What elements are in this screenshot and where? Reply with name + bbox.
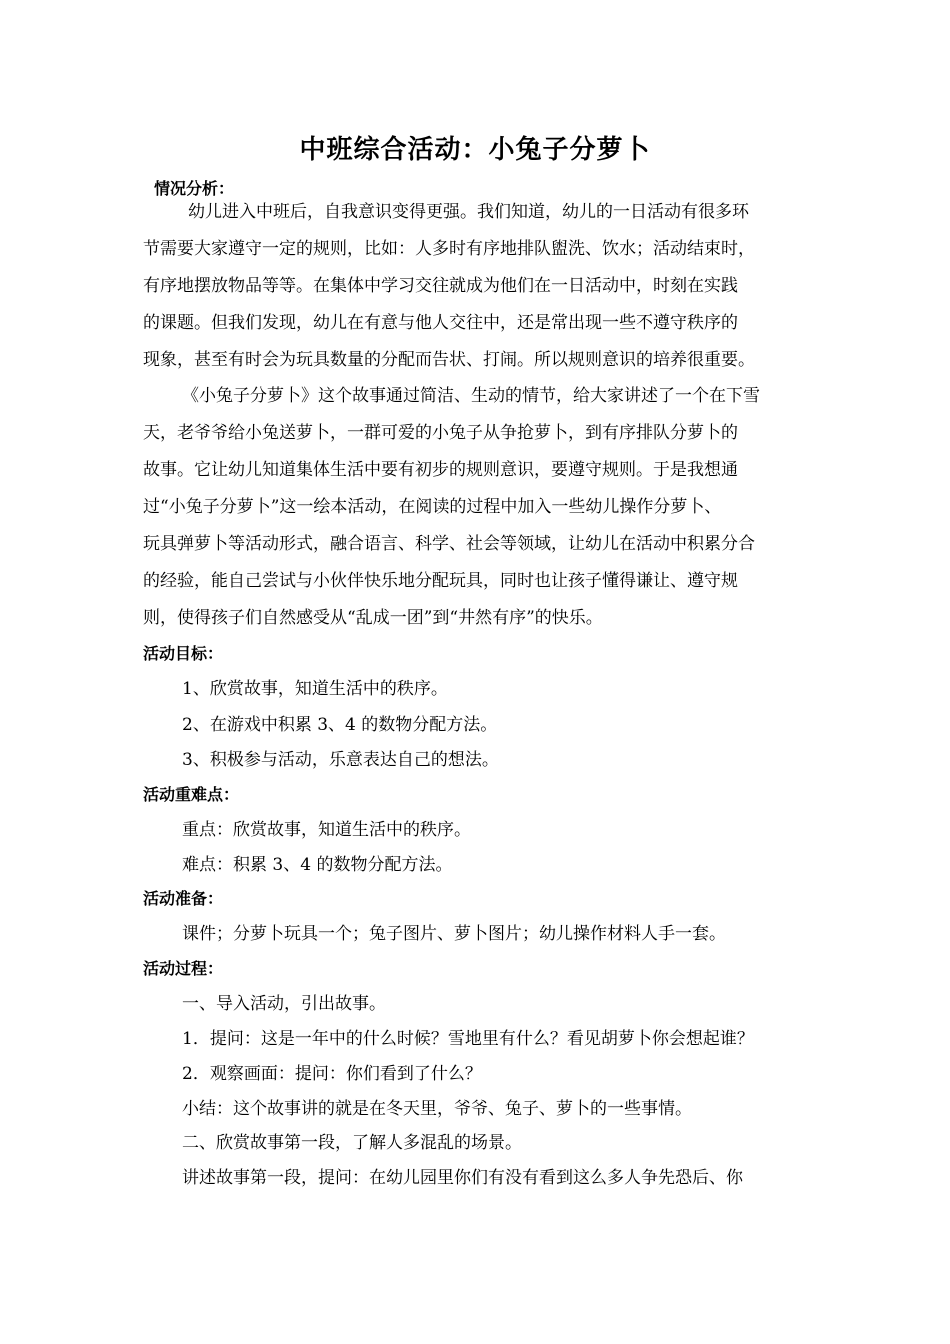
list-item: 难点：积累 3、4 的数物分配方法。	[182, 855, 453, 875]
paragraph-line: 天，老爷爷给小兔送萝卜，一群可爱的小兔子从争抢萝卜，到有序排队分萝卜的	[143, 423, 738, 443]
paragraph-line: 则，使得孩子们自然感受从“乱成一团”到“井然有序”的快乐。	[143, 608, 603, 628]
list-item: 1．提问：这是一年中的什么时候？雪地里有什么？看见胡萝卜你会想起谁？	[182, 1029, 754, 1049]
list-item: 一、导入活动，引出故事。	[182, 994, 386, 1014]
list-item: 二、欣赏故事第一段，了解人多混乱的场景。	[182, 1133, 522, 1153]
list-item: 小结：这个故事讲的就是在冬天里，爷爷、兔子、萝卜的一些事情。	[182, 1099, 692, 1119]
section-heading-goals: 活动目标：	[143, 644, 224, 663]
list-item: 2．观察画面：提问：你们看到了什么？	[182, 1064, 482, 1084]
paragraph-line: 的课题。但我们发现，幼儿在有意与他人交往中，还是常出现一些不遵守秩序的	[143, 313, 738, 333]
paragraph-line: 过“小兔子分萝卜”这一绘本活动，在阅读的过程中加入一些幼儿操作分萝卜、	[143, 497, 722, 517]
section-heading-preparation: 活动准备：	[143, 889, 224, 908]
paragraph-line: 《小兔子分萝卜》这个故事通过简洁、生动的情节，给大家讲述了一个在下雪	[182, 386, 760, 406]
paragraph-line: 节需要大家遵守一定的规则，比如：人多时有序地排队盥洗、饮水；活动结束时，	[143, 239, 755, 259]
paragraph-line: 的经验，能自己尝试与小伙伴快乐地分配玩具，同时也让孩子懂得谦让、遵守规	[143, 571, 738, 591]
list-item: 2、在游戏中积累 3、4 的数物分配方法。	[182, 715, 498, 735]
list-item: 课件；分萝卜玩具一个；兔子图片、萝卜图片；幼儿操作材料人手一套。	[182, 924, 726, 944]
paragraph-line: 现象，甚至有时会为玩具数量的分配而告状、打闹。所以规则意识的培养很重要。	[143, 350, 755, 370]
list-item: 1、欣赏故事，知道生活中的秩序。	[182, 679, 448, 699]
list-item: 3、积极参与活动，乐意表达自己的想法。	[182, 750, 499, 770]
paragraph-line: 故事。它让幼儿知道集体生活中要有初步的规则意识，要遵守规则。于是我想通	[143, 460, 738, 480]
list-item: 讲述故事第一段，提问：在幼儿园里你们有没有看到这么多人争先恐后、你	[182, 1168, 743, 1188]
paragraph-line: 玩具弹萝卜等活动形式，融合语言、科学、社会等领域，让幼儿在活动中积累分合	[143, 534, 755, 554]
page-title: 中班综合活动：小兔子分萝卜	[299, 135, 651, 165]
list-item: 重点：欣赏故事，知道生活中的秩序。	[182, 820, 471, 840]
paragraph-line: 幼儿进入中班后，自我意识变得更强。我们知道，幼儿的一日活动有很多环	[188, 202, 749, 222]
section-heading-keypoints: 活动重难点：	[143, 785, 240, 804]
paragraph-line: 有序地摆放物品等等。在集体中学习交往就成为他们在一日活动中，时刻在实践	[143, 276, 738, 296]
section-heading-analysis: 情况分析：	[154, 179, 235, 198]
section-heading-process: 活动过程：	[143, 959, 224, 978]
